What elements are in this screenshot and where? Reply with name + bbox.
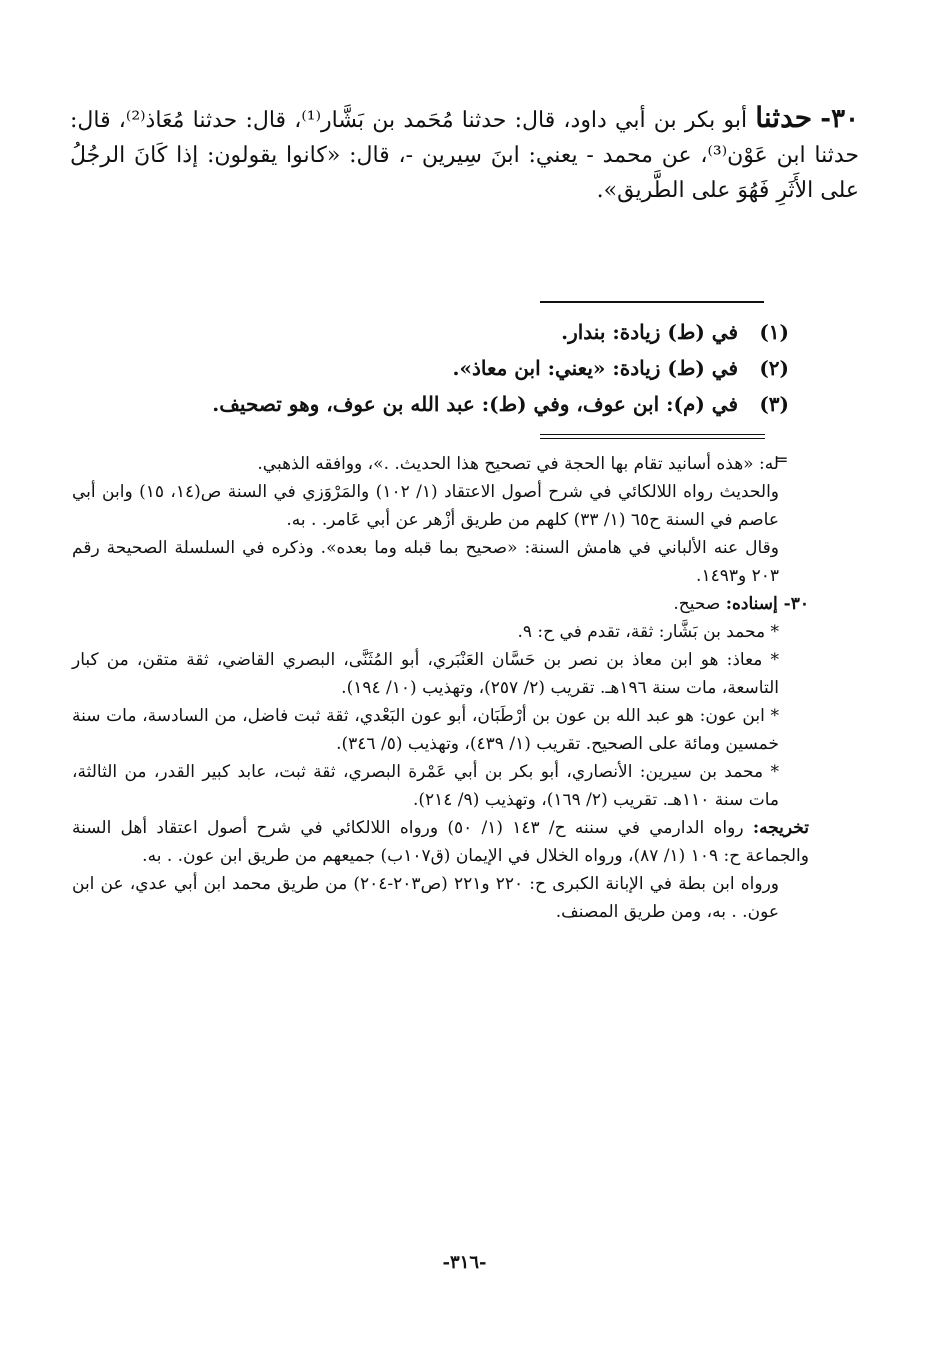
commentary-paragraph: والحديث رواه اللالكائي في شرح أصول الاعتقاد (١/ ١٠٢) والمَرْوَزي في السنة ص(١٤، ١٥) وابن أبي عاصم في السنة ح٦٥ (١/ ٣٣) كلهم من طريق أزْهر عن أبي عَامر. . به. — [72, 482, 779, 530]
section-divider-bottom — [540, 438, 765, 439]
continuation-mark: = — [775, 450, 789, 469]
takhrij-text: رواه الدارمي في سننه ح/ ١٤٣ (١/ ٥٠) ورواه اللالكائي في شرح أصول اعتقاد أهل السنة والجماعة ح: ١٠٩ (١/ ٨٧)، ورواه الخلال في الإيمان (ق١٠٧ب) جميعهم من طريق ابن عون. . به. — [72, 818, 809, 866]
isnad-heading — [72, 590, 809, 618]
footnote-number: (١) — [759, 320, 789, 344]
hadith-text — [70, 100, 859, 208]
takhrij-paragraph — [72, 814, 809, 870]
footnote-text: في (ط) زيادة: «يعني: ابن معاذ». — [452, 356, 739, 380]
narrator-entry: * معاذ: هو ابن معاذ بن نصر بن حَسَّان العَنْبَري، أبو المُثَنَّى، البصري القاضي، ثقة متقن، من كبار التاسعة، مات سنة ١٩٦هـ. تقريب (٢/ ٢٥٧)، وتهذيب (١٠/ ١٩٤). — [72, 650, 779, 698]
footnote-divider — [540, 301, 764, 303]
footnote — [129, 314, 789, 350]
haddathana-word: حدثنا — [755, 101, 813, 134]
footnote — [129, 386, 789, 422]
footnote-text: في (ط) زيادة: بندار. — [561, 320, 739, 344]
commentary-paragraph: له: «هذه أسانيد تقام بها الحجة في تصحيح هذا الحديث. .»، ووافقه الذهبي. — [257, 454, 779, 474]
footnote — [129, 350, 789, 386]
takhrij-label: تخريجه: — [752, 818, 809, 838]
isnad-value: صحيح. — [673, 594, 721, 614]
hadith-number: ٣٠- — [820, 104, 860, 134]
section-divider-top — [540, 434, 765, 435]
commentary-paragraph: وقال عنه الألباني في هامش السنة: «صحيح بما قبله وما بعده». وذكره في السلسلة الصحيحة رقم ٢٠٣ و١٤٩٣. — [72, 538, 779, 586]
hadith-body: أبو بكر بن أبي داود، قال: حدثنا مُحَمد بن بَشَّار⁽¹⁾، قال: حدثنا مُعَاذ⁽²⁾، قال: حدثنا ابن عَوْن⁽³⁾، عن محمد - يعني: ابنَ سِيرين -، قال: «كانوا يقولون: إذا كَانَ الرجُلُ على الأَثَرِ فَهُوَ على الطَّريق». — [70, 108, 860, 203]
commentary — [72, 450, 809, 926]
narrator-entry: * محمد بن سيرين: الأنصاري، أبو بكر بن أبي عَمْرة البصري، ثقة ثبت، عابد كبير القدر، من الثالثة، مات سنة ١١٠هـ. تقريب (٢/ ١٦٩)، وتهذيب (٩/ ٢١٤). — [72, 762, 779, 810]
isnad-label: ٣٠- إسناده: — [725, 594, 809, 614]
footnotes — [129, 314, 789, 422]
footnote-number: (٢) — [759, 356, 789, 380]
page-number: -٣١٦- — [442, 1252, 487, 1273]
footnote-number: (٣) — [759, 392, 789, 416]
footnote-text: في (م): ابن عوف، وفي (ط): عبد الله بن عوف، وهو تصحيف. — [212, 392, 739, 416]
commentary-paragraph: ورواه ابن بطة في الإبانة الكبرى ح: ٢٢٠ و٢٢١ (ص٢٠٣-٢٠٤) من طريق محمد ابن أبي عدي، عن ابن عون. . به، ومن طريق المصنف. — [72, 874, 779, 922]
narrator-entry: * ابن عون: هو عبد الله بن عون بن أرْطَبَان، أبو عون البَعْدي، ثقة ثبت فاضل، من السادسة، مات سنة خمسين ومائة على الصحيح. تقريب (١/ ٤٣٩)، وتهذيب (٥/ ٣٤٦). — [72, 706, 779, 754]
narrator-entry: * محمد بن بَشَّار: ثقة، تقدم في ح: ٩. — [517, 622, 779, 642]
